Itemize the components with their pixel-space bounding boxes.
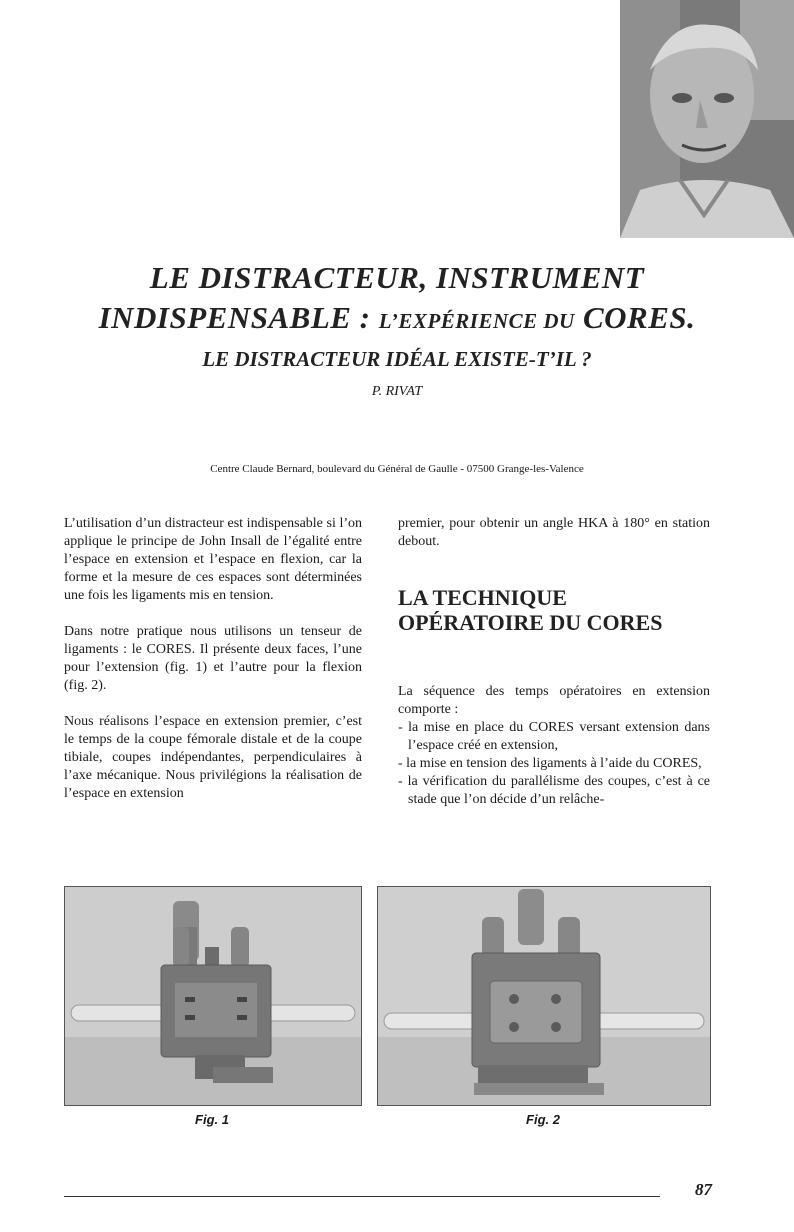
left-column [64, 515, 362, 821]
title-line-2-end: CORES. [582, 300, 696, 335]
author-name: P. RIVAT [371, 384, 423, 399]
title-line-1: LE DISTRACTEUR, INSTRUMENT [149, 260, 645, 295]
section-heading-line-1: LA TECHNIQUE [398, 585, 567, 610]
article-title [40, 258, 754, 375]
figure-1-caption: Fig. 1 [195, 1112, 229, 1127]
list-item: - la mise en place du CORES versant extension dans l’espace créé en extension, [398, 720, 710, 753]
title-line-2-main: INDISPENSABLE : [98, 300, 371, 335]
paragraph-continuation: premier, pour obtenir un angle HKA à 180° en station debout. [398, 516, 710, 549]
right-column [398, 515, 710, 809]
page-number: 87 [695, 1180, 712, 1199]
procedure-list [398, 719, 710, 809]
paragraph: Nous réalisons l’espace en extension premier, c’est le temps de la coupe fémorale distale et de la coupe tibiale, coupes indépendantes, perpendiculaires à l’axe mécanique. Nous privilégions la réalisation de l’espace en extension [64, 714, 362, 801]
author-portrait-photo [620, 0, 794, 238]
figure-2-photo [377, 886, 711, 1106]
title-line-2-small: L’EXPÉRIENCE DU [378, 309, 575, 333]
figure-1-photo [64, 886, 362, 1106]
title-line-2 [40, 298, 754, 341]
title-subtitle: LE DISTRACTEUR IDÉAL EXISTE-T’IL ? [202, 347, 592, 371]
section-heading [398, 585, 710, 635]
paragraph: L’utilisation d’un distracteur est indispensable si l’on applique le principe de John Insall de l’égalité entre l’espace en extension et l’espace en flexion, car la forme et la mesure de ces espaces sont déterminées une fois les ligaments mis en tension. [64, 516, 362, 603]
list-item: - la vérification du parallélisme des coupes, c’est à ce stade que l’on décide d’un relâche- [398, 774, 710, 807]
figure-2-caption: Fig. 2 [526, 1112, 560, 1127]
section-heading-line-2: OPÉRATOIRE DU CORES [398, 610, 663, 635]
list-item: - la mise en tension des ligaments à l’aide du CORES, [398, 756, 702, 771]
author-affiliation: Centre Claude Bernard, boulevard du Général de Gaulle - 07500 Grange-les-Valence [210, 463, 584, 475]
list-intro: La séquence des temps opératoires en extension comporte : [398, 684, 710, 717]
paragraph: Dans notre pratique nous utilisons un tenseur de ligaments : le CORES. Il présente deux faces, l’une pour l’extension (fig. 1) et l’autre pour la flexion (fig. 2). [64, 624, 362, 693]
footer-rule [64, 1196, 660, 1197]
